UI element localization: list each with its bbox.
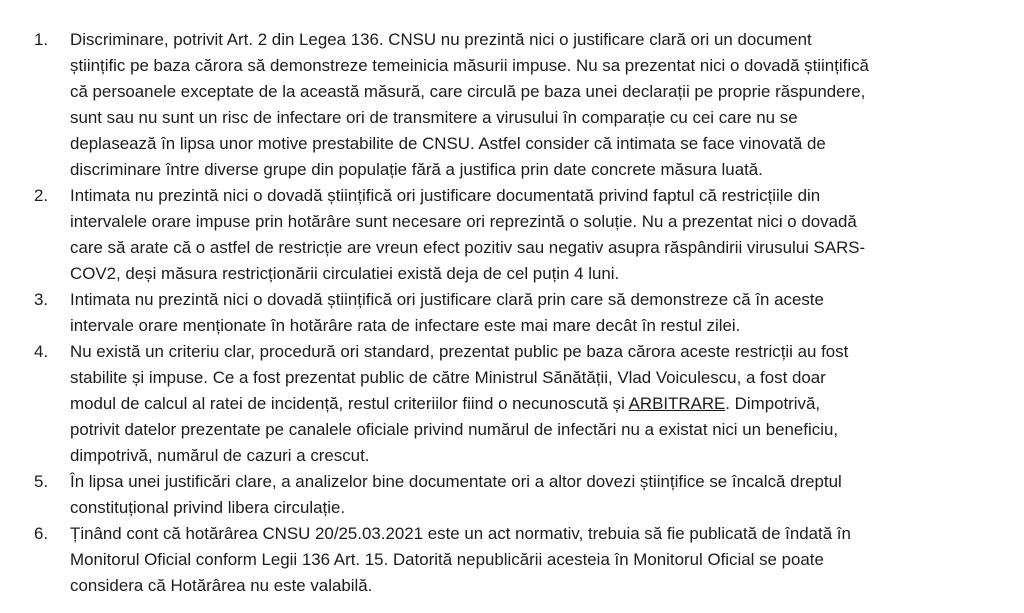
list-item-2 (34, 183, 994, 287)
text-line: deplasează în lipsa unor motive prestabilite de CNSU. Astfel consider că intimata se face vinovată de (70, 134, 826, 153)
item-text (70, 521, 994, 599)
item-text (70, 287, 994, 339)
text-line: considera că Hotărârea nu este valabilă. (70, 576, 373, 595)
text-line: COV2, deși măsura restricționării circulatiei există deja de cel puțin 4 luni. (70, 264, 620, 283)
item-number: 6. (34, 524, 49, 543)
text-line: Monitorul Oficial conform Legii 136 Art. 15. Datorită nepublicării acesteia în Monitorul Oficial se poate (70, 550, 824, 569)
item-text (70, 27, 994, 183)
list-item-3 (34, 287, 994, 339)
text-line: Intimata nu prezintă nici o dovadă științifică ori justificare clară prin care să demonstreze că în aceste (70, 290, 824, 309)
text-line: Nu există un criteriu clar, procedură ori standard, prezentat public pe baza cărora aceste restricții au fost (70, 342, 849, 361)
underlined-word: ARBITRARE (628, 394, 726, 413)
text-segment: . Dimpotrivă, (725, 394, 821, 413)
text-line: Intimata nu prezintă nici o dovadă științifică ori justificare documentată privind faptul că restricțiile din (70, 186, 821, 205)
text-line: care să arate că o astfel de restricție are vreun efect pozitiv sau negativ asupra răspândirii virusului SARS- (70, 238, 866, 257)
item-text (70, 469, 994, 521)
text-line: În lipsa unei justificări clare, a analizelor bine documentate ori a altor dovezi științifice se încalcă dreptul (70, 472, 842, 491)
text-line: intervale orare menționate în hotărâre rata de infectare este mai mare decât în restul zilei. (70, 316, 741, 335)
text-line: dimpotrivă, numărul de cazuri a crescut. (70, 446, 370, 465)
text-line: potrivit datelor prezentate pe canalele oficiale privind numărul de infectări nu a existat nici un beneficiu, (70, 420, 839, 439)
numbered-list (34, 27, 994, 599)
text-line: constituțional privind libera circulație. (70, 498, 346, 517)
text-line: Discriminare, potrivit Art. 2 din Legea 136. CNSU nu prezintă nici o justificare clară ori un document (70, 30, 812, 49)
item-number: 1. (34, 30, 49, 49)
text-line: intervalele orare impuse prin hotărâre sunt necesare ori reprezintă o soluție. Nu a prezentat nici o dovadă (70, 212, 857, 231)
item-number: 3. (34, 290, 49, 309)
text-line: discriminare între diverse grupe din populație fără a justifica prin date concrete măsura luată. (70, 160, 763, 179)
item-text (70, 339, 994, 469)
text-line (70, 391, 994, 417)
text-line: că persoanele exceptate de la această măsură, care circulă pe baza unei declarații pe proprie răspundere, (70, 82, 866, 101)
text-line: sunt sau nu sunt un risc de infectare ori de transmitere a virusului în comparație cu cei care nu se (70, 108, 798, 127)
item-text (70, 183, 994, 287)
text-segment: modul de calcul al ratei de incidență, restul criteriilor fiind o necunoscută și (70, 394, 629, 413)
list-item-5 (34, 469, 994, 521)
item-number: 4. (34, 342, 49, 361)
item-number: 5. (34, 472, 49, 491)
list-item-1 (34, 27, 994, 183)
text-line: Ținând cont că hotărârea CNSU 20/25.03.2021 este un act normativ, trebuia să fie publicată de îndată în (70, 524, 851, 543)
list-item-6 (34, 521, 994, 599)
list-item-4 (34, 339, 994, 469)
item-number: 2. (34, 186, 49, 205)
text-line: științific pe baza cărora să demonstreze temeinicia măsurii impuse. Nu sa prezentat nici o dovadă științifică (70, 56, 869, 75)
text-line: stabilite și impuse. Ce a fost prezentat public de către Ministrul Sănătății, Vlad Voiculescu, a fost doar (70, 368, 826, 387)
